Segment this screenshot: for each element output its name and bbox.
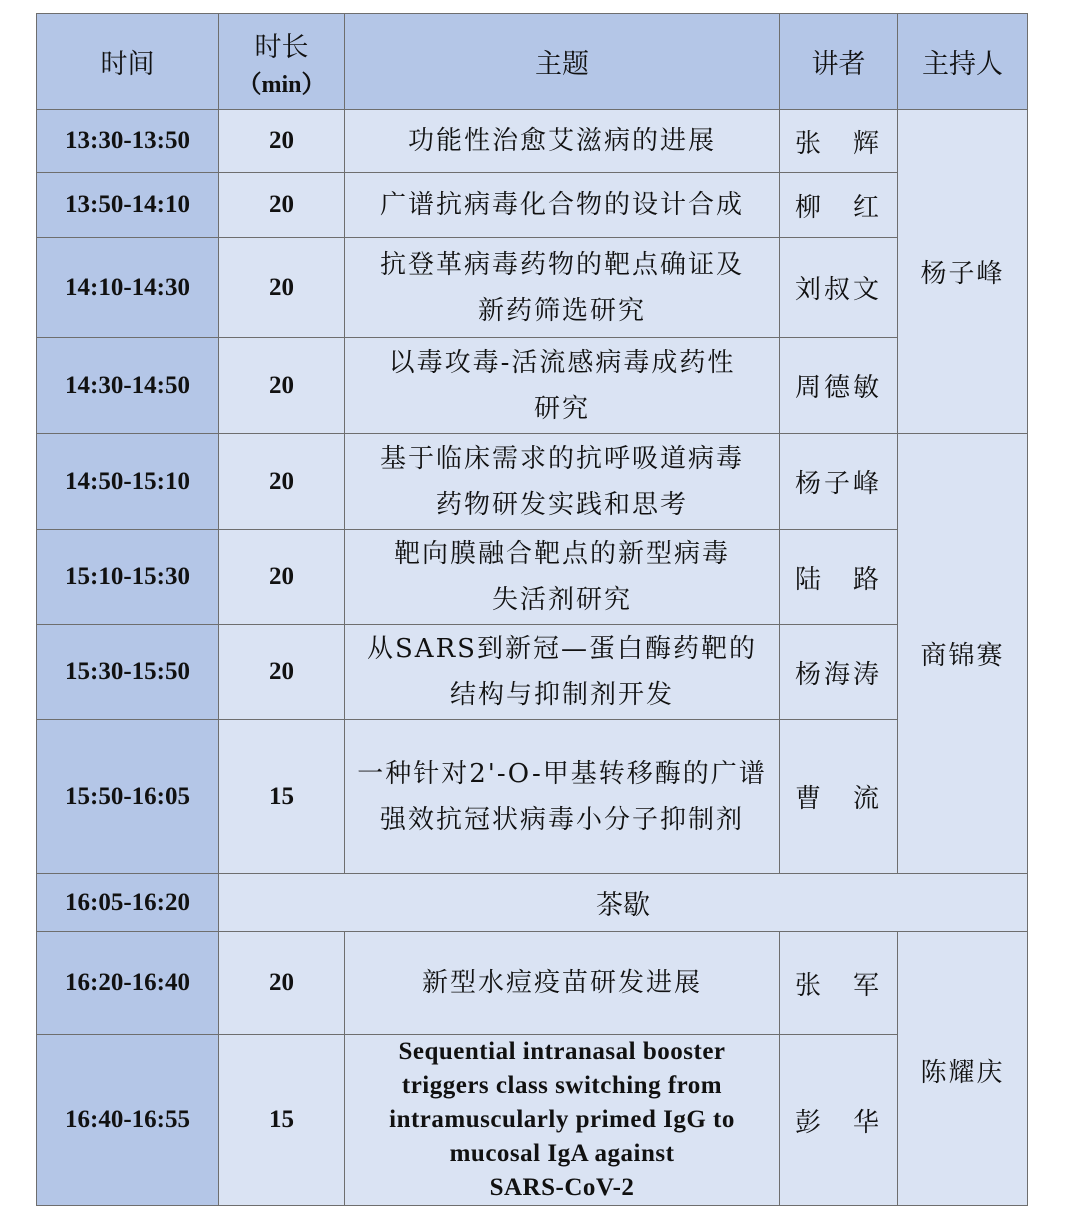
session-duration: 15 [219, 1035, 345, 1206]
topic-line: 靶向膜融合靶点的新型病毒 [393, 539, 730, 569]
session-speaker: 曹 流 [780, 720, 898, 874]
break-label: 茶歇 [219, 874, 1028, 932]
session-duration: 20 [219, 932, 345, 1035]
table-row [37, 1035, 1028, 1206]
session-speaker: 陆 路 [780, 530, 898, 625]
topic-line: 功能性治愈艾滋病的进展 [407, 126, 716, 156]
header-time: 时间 [37, 14, 219, 110]
table-row [37, 110, 1028, 173]
topic-line: 药物研发实践和思考 [435, 489, 688, 520]
topic-line: 新型水痘疫苗研发进展 [421, 968, 702, 998]
session-topic [345, 173, 780, 238]
table-row [37, 434, 1028, 530]
table-row [37, 238, 1028, 338]
session-time: 13:50-14:10 [37, 173, 219, 238]
session-topic [345, 625, 780, 720]
session-duration: 20 [219, 434, 345, 530]
session-time: 16:20-16:40 [37, 932, 219, 1035]
table-header-row [37, 14, 1028, 110]
session-duration: 20 [219, 173, 345, 238]
topic-line: triggers class switching from [401, 1072, 723, 1099]
header-host: 主持人 [898, 14, 1028, 110]
header-topic: 主题 [345, 14, 780, 110]
session-duration: 20 [219, 625, 345, 720]
topic-line: mucosal IgA against [449, 1140, 675, 1167]
topic-line: intramuscularly primed IgG to [389, 1106, 735, 1133]
header-duration [219, 14, 345, 110]
session-speaker: 杨子峰 [780, 434, 898, 530]
session-speaker: 刘叔文 [780, 238, 898, 338]
topic-line: 基于临床需求的抗呼吸道病毒 [379, 443, 744, 474]
session-time: 14:50-15:10 [37, 434, 219, 530]
session-duration: 20 [219, 530, 345, 625]
table-row [37, 625, 1028, 720]
topic-line: 从SARS到新冠—蛋白酶药靶的 [367, 634, 757, 664]
topic-line: 以毒攻毒-活流感病毒成药性 [388, 347, 736, 378]
session-topic [345, 720, 780, 874]
topic-line: SARS-CoV-2 [489, 1174, 635, 1201]
session-time: 16:40-16:55 [37, 1035, 219, 1206]
topic-line: 研究 [533, 393, 590, 424]
session-speaker: 张 军 [780, 932, 898, 1035]
session-speaker: 周德敏 [780, 338, 898, 434]
session-speaker: 杨海涛 [780, 625, 898, 720]
session-topic [345, 110, 780, 173]
topic-line: 广谱抗病毒化合物的设计合成 [379, 190, 744, 220]
break-time: 16:05-16:20 [37, 874, 219, 932]
table-row [37, 338, 1028, 434]
topic-line: 抗登革病毒药物的靶点确证及 [379, 249, 744, 280]
session-time: 14:30-14:50 [37, 338, 219, 434]
session-time: 15:10-15:30 [37, 530, 219, 625]
header-duration-label: 时长 [254, 31, 309, 63]
table-row [37, 173, 1028, 238]
schedule-table-wrapper [36, 13, 1028, 1206]
session-speaker: 彭 华 [780, 1035, 898, 1206]
session-duration: 20 [219, 110, 345, 173]
topic-line: 结构与抑制剂开发 [449, 680, 674, 710]
session-duration: 15 [219, 720, 345, 874]
session-topic [345, 1035, 780, 1206]
session-topic [345, 238, 780, 338]
session-time: 15:50-16:05 [37, 720, 219, 874]
session-speaker: 张 辉 [780, 110, 898, 173]
session-topic [345, 530, 780, 625]
table-row [37, 530, 1028, 625]
topic-line: 一种针对2'-O-甲基转移酶的广谱 [357, 758, 767, 789]
topic-line: 失活剂研究 [491, 585, 632, 615]
table-row [37, 932, 1028, 1035]
session-topic [345, 932, 780, 1035]
session-host: 陈耀庆 [898, 932, 1028, 1206]
break-row [37, 874, 1028, 932]
header-speaker: 讲者 [780, 14, 898, 110]
topic-line: 新药筛选研究 [477, 295, 646, 326]
session-topic [345, 434, 780, 530]
table-row [37, 720, 1028, 874]
session-time: 13:30-13:50 [37, 110, 219, 173]
session-speaker: 柳 红 [780, 173, 898, 238]
session-time: 15:30-15:50 [37, 625, 219, 720]
session-duration: 20 [219, 238, 345, 338]
session-host: 商锦赛 [898, 434, 1028, 874]
topic-line: 强效抗冠状病毒小分子抑制剂 [379, 804, 744, 835]
session-topic [345, 338, 780, 434]
topic-line: Sequential intranasal booster [398, 1038, 726, 1065]
header-duration-unit: （min） [237, 71, 326, 98]
schedule-table [36, 13, 1028, 1206]
session-duration: 20 [219, 338, 345, 434]
session-time: 14:10-14:30 [37, 238, 219, 338]
session-host: 杨子峰 [898, 110, 1028, 434]
